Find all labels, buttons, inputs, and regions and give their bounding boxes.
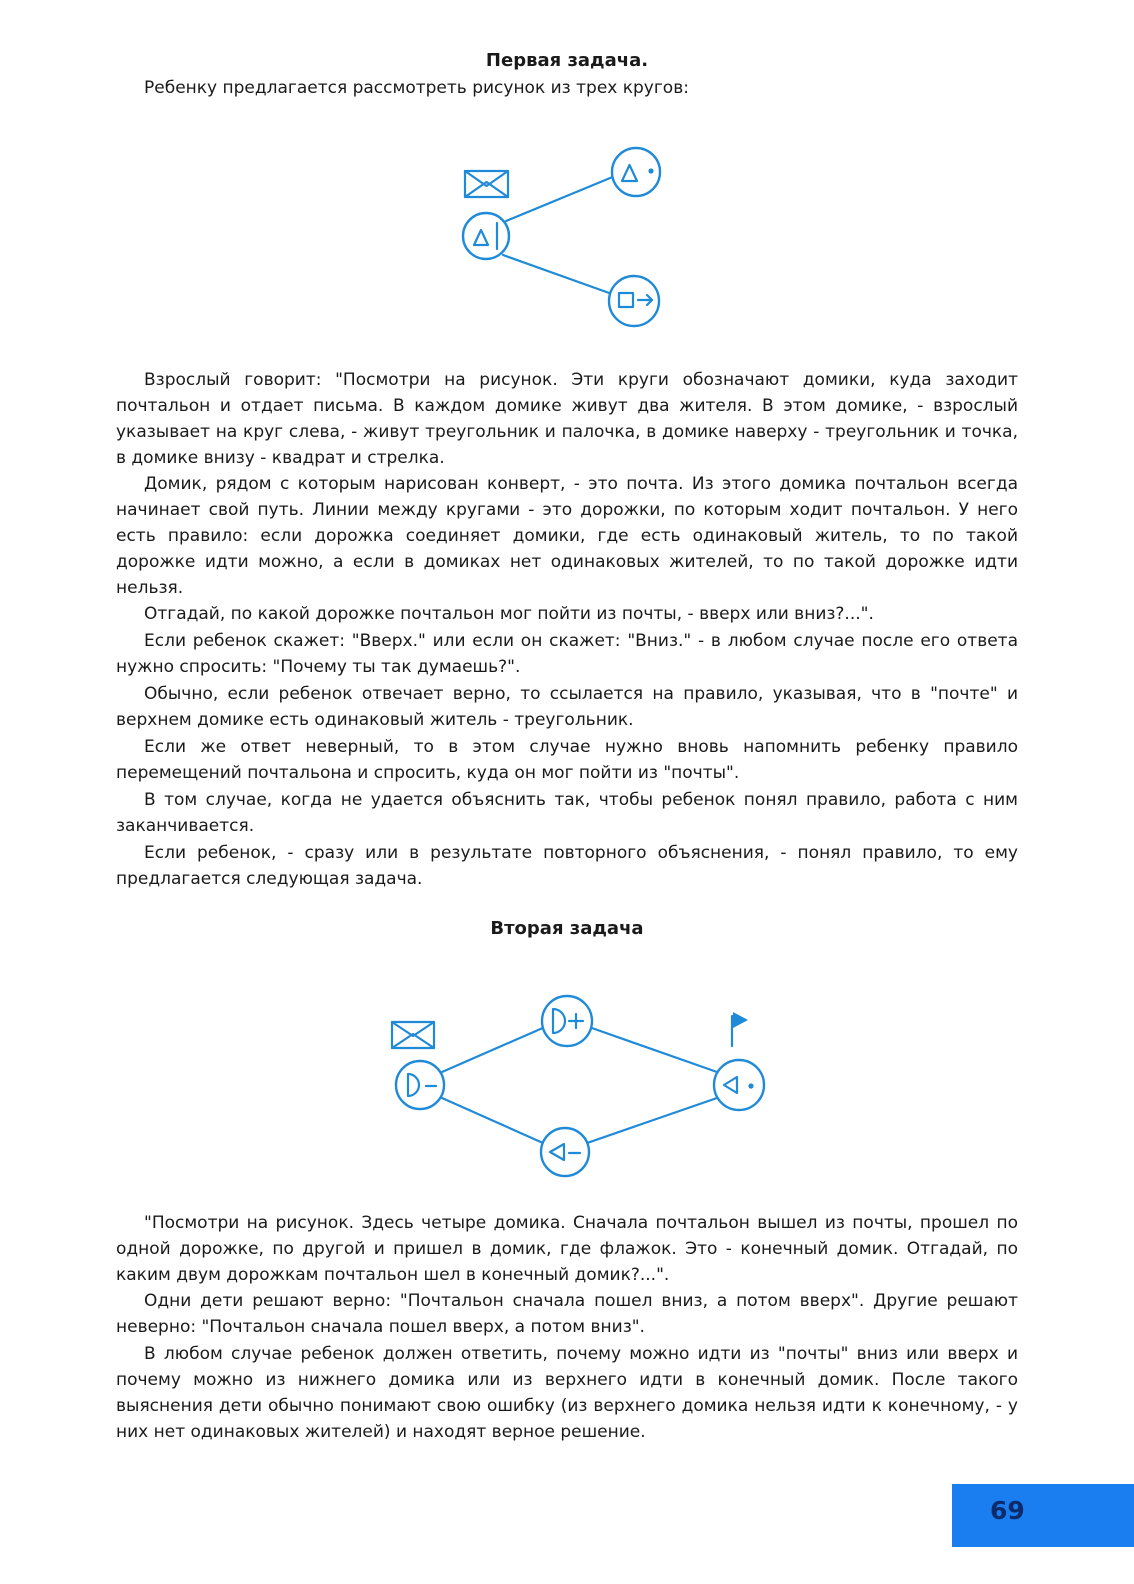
paragraph: "Посмотри на рисунок. Здесь четыре домика. Сначала почтальон вышел из почты, прошел по одной дорожке, по другой и пришел в домик, где флажок. Это - конечный домик. Отгадай, по каким двум дорожкам почтальон шел в конечный домик?...". (116, 1213, 1018, 1285)
path-post-top (442, 1027, 545, 1072)
diagram-three-houses (440, 135, 690, 350)
house-top (542, 996, 592, 1046)
paragraph: В любом случае ребенок должен ответить, почему можно идти из "почты" вниз или вверх и почему можно из нижнего домика или из верхнего идти в конечный домик. После такого выяснения дети обычно понимают свою ошибку (из верхнего домика нельзя идти к конечному, - у них нет одинаковых жителей) и находят верное решение. (116, 1344, 1018, 1442)
house-top (612, 148, 660, 196)
envelope-icon (465, 171, 508, 197)
paragraph: Одни дети решают верно: "Почтальон сначала пошел вниз, а потом вверх". Другие решают неверно: "Почтальон сначала пошел вверх, а потом вниз". (116, 1291, 1018, 1337)
paragraph: В том случае, когда не удается объяснить так, чтобы ребенок понял правило, работа с ним заканчивается. (116, 790, 1018, 836)
paragraph: Домик, рядом с которым нарисован конверт, - это почта. Из этого домика почтальон всегда начинает свой путь. Линии между кругами - это дорожки, по которым ходит почтальон. У него есть правило: если дорожка соединяет домики, где есть одинаковый житель, то по такой дорожке идти можно, а если в домиках нет одинаковых жителей, то по такой дорожке идти нельзя. (116, 474, 1018, 598)
path-post-bottom (442, 1098, 543, 1143)
task1-intro: Ребенку предлагается рассмотреть рисунок из трех кругов: (144, 78, 689, 98)
house-finish (714, 1060, 764, 1110)
flag-icon (732, 1012, 748, 1046)
house-post (396, 1061, 444, 1109)
page-number-box (952, 1484, 1134, 1547)
path-top-finish (589, 1027, 717, 1072)
house-bottom (609, 276, 659, 326)
paragraph: Если же ответ неверный, то в этом случае нужно вновь напомнить ребенку правило перемещений почтальона и спросить, куда он мог пойти из "почты". (116, 737, 1018, 783)
paragraph: Взрослый говорит: "Посмотри на рисунок. Эти круги обозначают домики, куда заходит почтальон и отдает письма. В каждом домике живут два жителя. В этом домике, - взрослый указывает на круг слева, - живут треугольник и палочка, в домике наверху - треугольник и точка, в домике внизу - квадрат и стрелка. (116, 370, 1018, 468)
envelope-icon (392, 1022, 434, 1048)
diagram-four-houses (380, 988, 780, 1188)
paragraph: Если ребенок, - сразу или в результате повторного объяснения, - понял правило, то ему предлагается следующая задача. (116, 843, 1018, 889)
task1-heading: Первая задача. (485, 50, 649, 71)
paragraph: Обычно, если ребенок отвечает верно, то ссылается на правило, указывая, что в "почте" и верхнем домике есть одинаковый житель - треугольник. (116, 684, 1018, 730)
house-post (463, 213, 509, 259)
paragraph: Если ребенок скажет: "Вверх." или если он скажет: "Вниз." - в любом случае после его ответа нужно спросить: "Почему ты так думаешь?". (116, 631, 1018, 677)
page-number: 69 (990, 1496, 1025, 1525)
paragraph: Отгадай, по какой дорожке почтальон мог пойти из почты, - вверх или вниз?...". (144, 604, 874, 624)
path-up (506, 176, 615, 221)
path-bottom-finish (587, 1098, 717, 1143)
path-down (503, 255, 612, 294)
house-bottom (541, 1128, 589, 1176)
task2-heading: Вторая задача (490, 918, 644, 939)
